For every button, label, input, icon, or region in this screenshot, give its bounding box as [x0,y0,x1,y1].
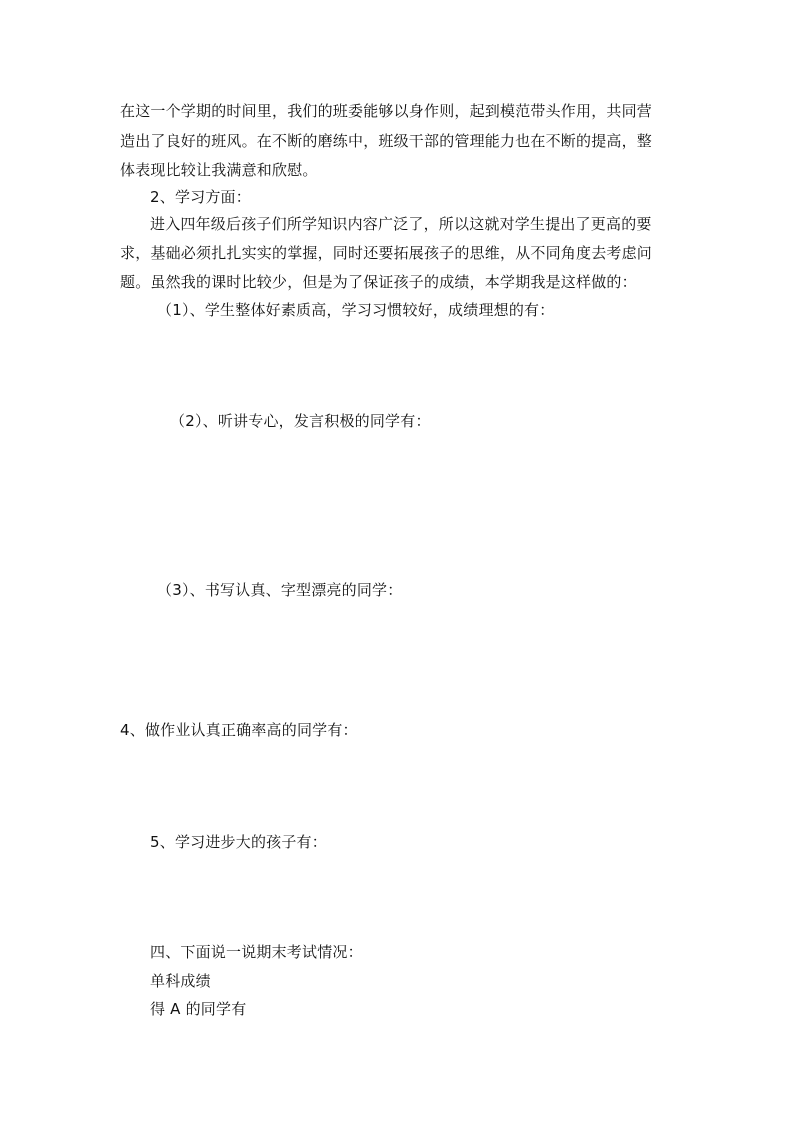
section-4-heading: 四、下面说一说期末考试情况： [150,943,363,961]
item-4: 4、做作业认真正确率高的同学有： [120,721,358,739]
item-3: （3）、书写认真、字型漂亮的同学： [157,581,403,599]
section-2-heading: 2、学习方面： [150,188,251,206]
item-5: 5、学习进步大的孩子有： [150,833,327,851]
paragraph-1-line-2: 造出了良好的班风。在不断的磨练中，班级干部的管理能力也在不断的提高，整 [120,132,653,150]
paragraph-2-line-2: 求，基础必须扎扎实实的掌握，同时还要拓展孩子的思维，从不同角度去考虑问 [120,244,653,262]
paragraph-2-line-1: 进入四年级后孩子们所学知识内容广泛了，所以这就对学生提出了更高的要 [150,215,652,233]
single-subject-label: 单科成绩 [150,972,211,990]
paragraph-2-line-3: 题。虽然我的课时比较少，但是为了保证孩子的成绩，本学期我是这样做的： [120,273,637,291]
paragraph-1-line-1: 在这一个学期的时间里，我们的班委能够以身作则，起到模范带头作用，共同营 [120,102,653,120]
paragraph-1-line-3: 体表现比较让我满意和欣慰。 [120,161,318,179]
item-2: （2）、听讲专心，发言积极的同学有： [170,412,431,430]
item-1: （1）、学生整体好素质高，学习习惯较好，成绩理想的有： [157,301,555,319]
grade-a-label: 得 A 的同学有 [150,1000,247,1018]
